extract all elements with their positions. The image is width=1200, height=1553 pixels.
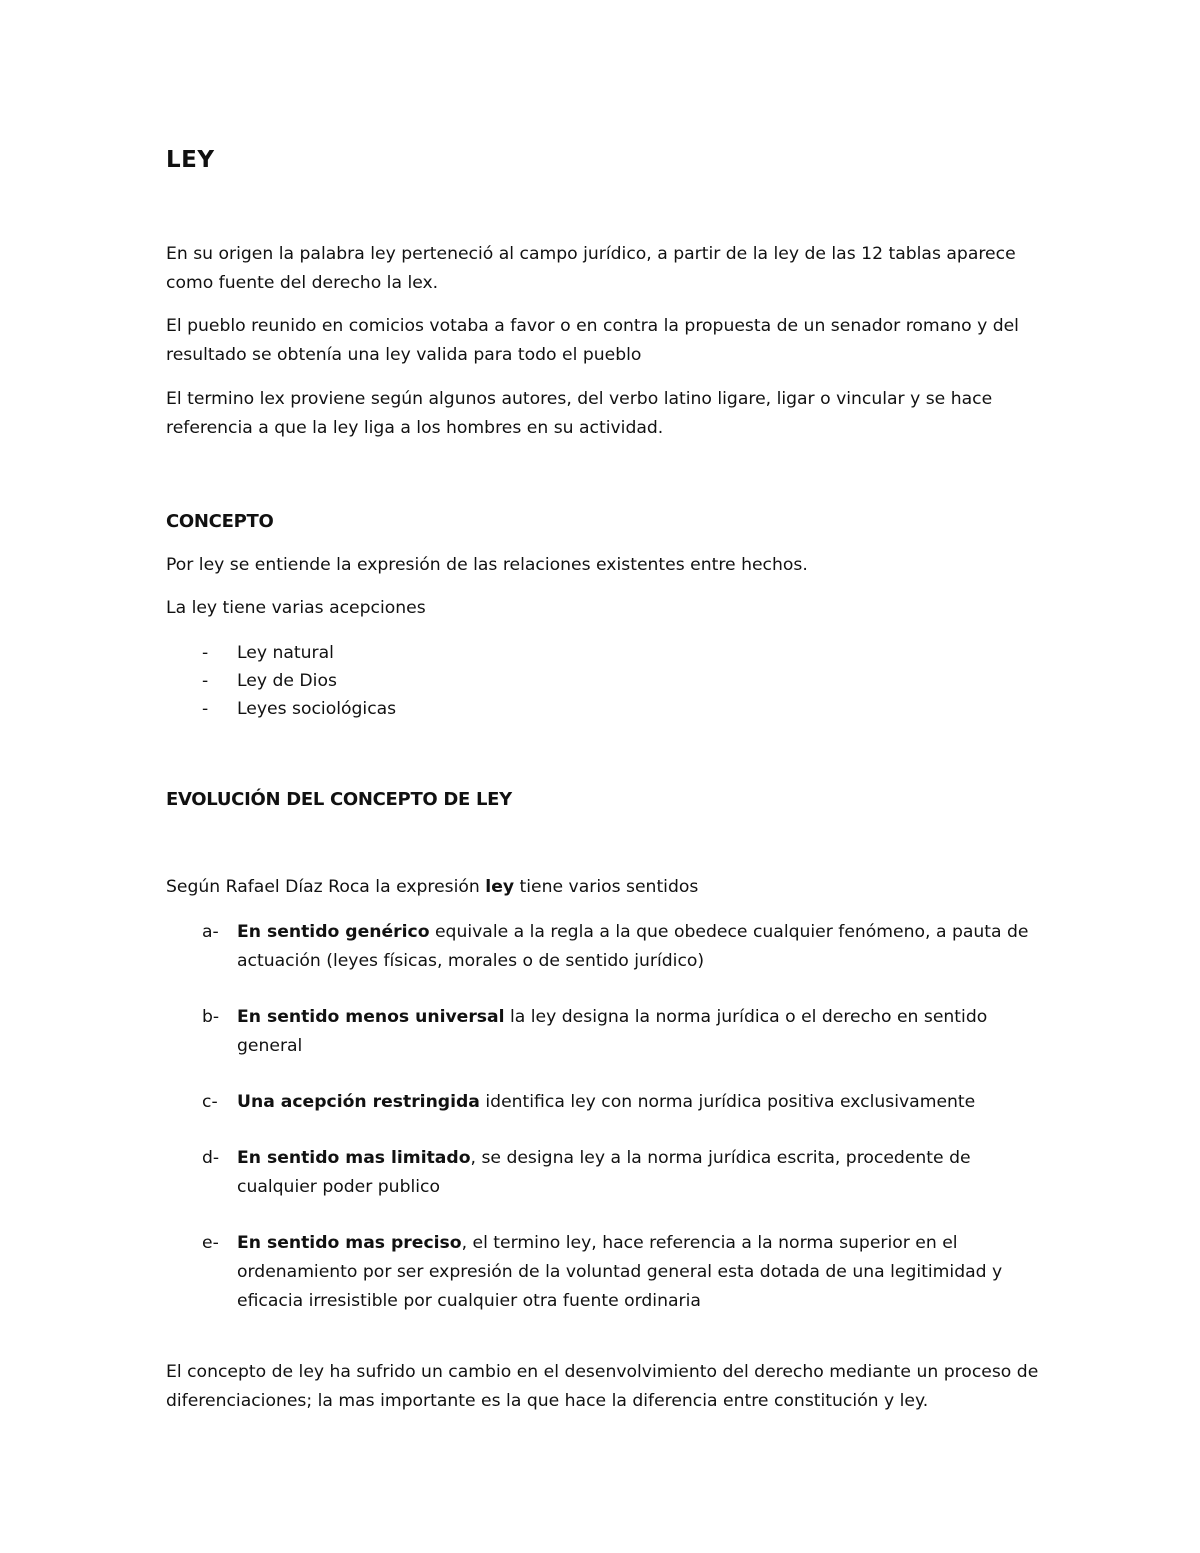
list-item-bold: En sentido genérico <box>237 922 430 942</box>
intro-paragraph-1: En su origen la palabra ley perteneció al campo jurídico, a partir de la ley de las 12 tablas aparece como fuente del derecho la lex. <box>166 244 1016 293</box>
list-item-text: Ley de Dios <box>237 671 337 691</box>
list-marker: d- <box>202 1148 220 1168</box>
evolucion-intro-pre: Según Rafael Díaz Roca la expresión <box>166 877 486 897</box>
list-item-b <box>166 1003 1046 1061</box>
list-item-a <box>166 918 1046 976</box>
list-item-c <box>166 1088 1046 1117</box>
list-spacer <box>166 976 1046 1003</box>
sentidos-list <box>166 918 1046 1316</box>
list-item-bold: En sentido mas preciso <box>237 1233 462 1253</box>
list-item-d <box>166 1144 1046 1202</box>
list-item-text: equivale a la regla a la que obedece cualquier fenómeno, a pauta de actuación (leyes físicas, morales o de sentido jurídico) <box>237 922 1029 971</box>
intro-paragraph-3: El termino lex proviene según algunos autores, del verbo latino ligare, ligar o vincular y se hace referencia a que la ley liga a los hombres en su actividad. <box>166 389 993 438</box>
concepto-paragraph-1: Por ley se entiende la expresión de las relaciones existentes entre hechos. <box>166 555 808 575</box>
list-spacer <box>166 1061 1046 1088</box>
evolucion-intro-bold: ley <box>485 877 515 897</box>
acepciones-list <box>166 639 1046 723</box>
intro-paragraph-2: El pueblo reunido en comicios votaba a favor o en contra la propuesta de un senador romano y del resultado se obtenía una ley valida para todo el pueblo <box>166 316 1019 365</box>
list-marker: b- <box>202 1007 220 1027</box>
list-marker: - <box>202 699 209 719</box>
list-item-text: , el termino ley, hace referencia a la norma superior en el ordenamiento por ser expresión de la voluntad general esta dotada de una legitimidad y eficacia irresistible por cualquier otra fuente ordinaria <box>237 1233 1003 1311</box>
evolucion-intro-post: tiene varios sentidos <box>514 877 699 897</box>
document-body <box>166 144 1046 1416</box>
list-item <box>166 667 1046 695</box>
list-spacer <box>166 1117 1046 1144</box>
list-marker: - <box>202 643 209 663</box>
list-item-text: , se designa ley a la norma jurídica escrita, procedente de cualquier poder publico <box>237 1148 971 1197</box>
list-item-bold: En sentido mas limitado <box>237 1148 471 1168</box>
section-heading-concepto: CONCEPTO <box>166 511 274 532</box>
list-item-bold: Una acepción restringida <box>237 1092 480 1112</box>
closing-paragraph: El concepto de ley ha sufrido un cambio en el desenvolvimiento del derecho mediante un proceso de diferenciaciones; la mas importante es la que hace la diferencia entre constitución y ley. <box>166 1362 1039 1411</box>
concepto-paragraph-2: La ley tiene varias acepciones <box>166 598 426 618</box>
list-item-text: Ley natural <box>237 643 334 663</box>
list-item-text: la ley designa la norma jurídica o el derecho en sentido general <box>237 1007 988 1056</box>
list-marker: - <box>202 671 209 691</box>
list-item-text: Leyes sociológicas <box>237 699 397 719</box>
list-marker: a- <box>202 922 219 942</box>
list-marker: c- <box>202 1092 218 1112</box>
list-item-bold: En sentido menos universal <box>237 1007 505 1027</box>
document-title: LEY <box>166 147 215 173</box>
list-item-e <box>166 1229 1046 1316</box>
list-marker: e- <box>202 1233 219 1253</box>
list-item <box>166 639 1046 667</box>
section-heading-evolucion: EVOLUCIÓN DEL CONCEPTO DE LEY <box>166 789 512 810</box>
list-spacer <box>166 1202 1046 1229</box>
list-item-text: identifica ley con norma jurídica positiva exclusivamente <box>479 1092 976 1112</box>
evolucion-intro <box>166 873 1046 902</box>
list-item <box>166 695 1046 723</box>
